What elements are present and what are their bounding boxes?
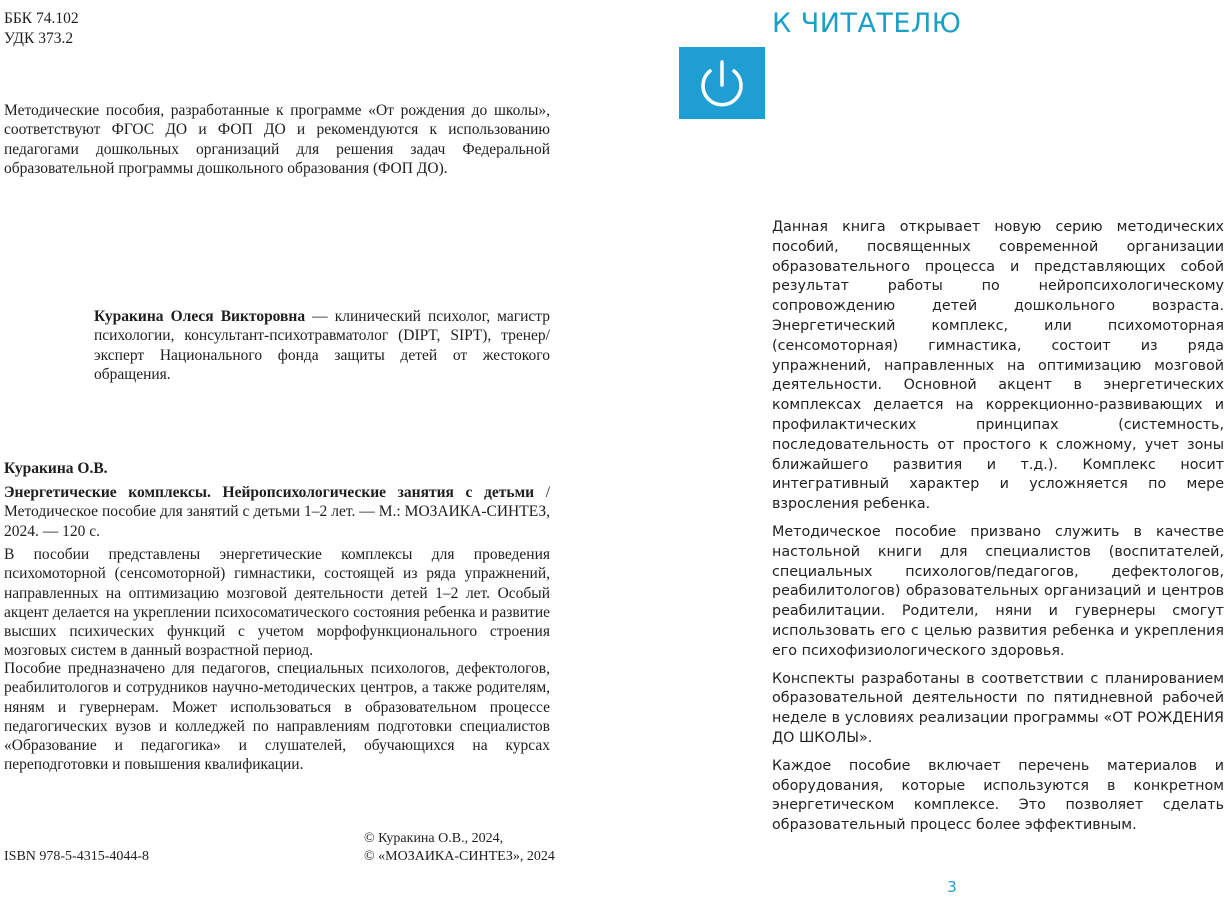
page-number: 3	[947, 878, 957, 896]
intro-paragraph: Конспекты разработаны в соответствии с планированием образовательной деятельности по пятидневной рабочей неделе в условиях реализации программы «ОТ РОЖДЕНИЯ ДО ШКОЛЫ».	[772, 670, 1224, 746]
udk-code: УДК 373.2	[4, 30, 74, 47]
section-heading: К ЧИТАТЕЛЮ	[772, 8, 962, 39]
copyright-publisher: © «МОЗАИКА-СИНТЕЗ», 2024	[364, 849, 555, 864]
intro-paragraph: Данная книга открывает новую серию методических пособий, посвященных современной организации образовательного процесса и представляющих собой результат работы по нейропсихологическому сопровождению детей дошкольного возраста. Энергетический комплекс, или психомоторная (сенсомоторная) гимнастика, состоит из ряда упражнений, направленных на оптимизацию мозговой деятельности. Основной акцент в энергетических комплексах делается на коррекционно-развивающих и профилактических принципах (системность, последовательность от простого к сложному, учет зоны ближайшего развития и т.д.). Комплекс носит интегративный характер и усложняется по мере взросления ребенка.	[772, 219, 1224, 513]
catalog-title: Энергетические комплексы. Нейропсихологические занятия с детьми	[4, 484, 535, 501]
author-full-name: Куракина Олеся Викторовна	[94, 308, 306, 325]
author-bio	[94, 307, 550, 384]
annotation-paragraph-2: Пособие предназначено для педагогов, специальных психологов, дефектологов, реабилитологов и сотрудников научно-методических центров, а также родителям, няням и гувернерам. Может использоваться в образовательном процессе педагогических вузов и колледжей по направлениям подготовки специалистов «Образование и педагогика» и слушателей, обучающихся на курсах переподготовки и повышения квалификации.	[4, 660, 550, 774]
reader-intro	[772, 218, 1224, 844]
catalog-author: Куракина О.В.	[4, 460, 108, 477]
intro-paragraph: Методическое пособие призвано служить в качестве настольной книги для специалистов (воспитателей, специальных психологов/педагогов, дефектологов, реабилитологов) образовательных организаций и центров реабилитации. Родители, няни и гувернеры смогут использовать его с целью развития ребенка и укрепления его психофизиологического здоровья.	[772, 523, 1224, 659]
recommendation-text: Методические пособия, разработанные к программе «От рождения до школы», соответствуют ФГОС ДО и ФОП ДО и рекомендуются к использованию педагогами дошкольных организаций для решения задач Федеральной образовательной программы дошкольного образования (ФОП ДО).	[4, 102, 550, 177]
catalog-details: / Методическое пособие для занятий с детьми 1–2 лет. — М.: МОЗАИКА-СИНТЕЗ, 2024. — 120 с.	[4, 484, 550, 540]
power-icon	[679, 47, 765, 119]
bbk-code: ББК 74.102	[4, 10, 79, 27]
isbn: ISBN 978-5-4315-4044-8	[4, 849, 150, 864]
copyright-author: © Куракина О.В., 2024,	[364, 831, 504, 846]
catalog-entry	[4, 483, 550, 541]
annotation-paragraph-1: В пособии представлены энергетические комплексы для проведения психомоторной (сенсомоторной) гимнастики, состоящей из ряда упражнений, направленных на оптимизацию мозговой деятельности детей 1–2 лет. Особый акцент делается на укреплении психосоматического состояния ребенка и развитие высших психических функций с учетом морфофункционального строения мозговых систем в данный возрастной период.	[4, 546, 550, 660]
author-bio-text: — клинический психолог, магистр психологии, консультант-психотравматолог (DIPT, SIPT), тренер/эксперт Национального фонда защиты детей от жестокого обращения.	[94, 308, 550, 383]
intro-paragraph: Каждое пособие включает перечень материалов и оборудования, которые используются в конкретном энергетическом комплексе. Это позволяет сделать образовательный процесс более эффективным.	[772, 757, 1224, 834]
